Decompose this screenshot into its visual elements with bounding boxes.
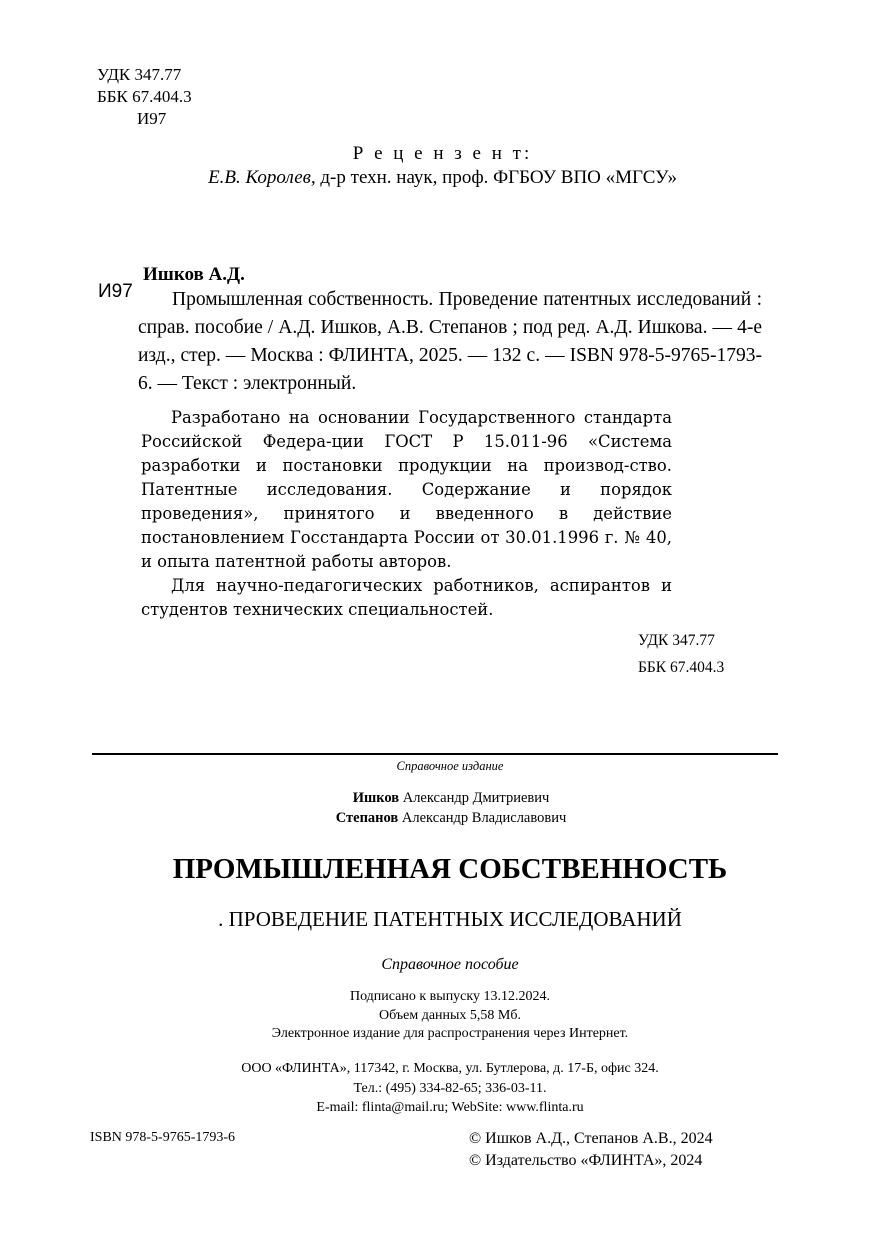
reviewer-name: Е.В. Королев, <box>208 167 316 188</box>
book-subtitle: . ПРОВЕДЕНИЕ ПАТЕНТНЫХ ИССЛЕДОВАНИЙ <box>218 907 682 931</box>
classification-codes-top <box>97 64 192 130</box>
abstract-paragraph: Разработано на основании Государственного стандарта Российской Федера-ции ГОСТ Р 15.011-96 «Система разработки и постановки продукции на производ-ство. Патентные исследования. Содержание и порядок проведения», принятого и введенного в действие постановлением Госстандарта России от 30.01.1996 г. № 40, и опыта патентной работы авторов. <box>141 408 672 571</box>
bbk-code: ББК 67.404.3 <box>638 659 725 676</box>
signed-date: Подписано к выпуску 13.12.2024. <box>349 989 551 1004</box>
author-given-names: Александр Дмитриевич <box>399 790 550 806</box>
author-mark: И97 <box>137 109 167 128</box>
reviewer-details: д-р техн. наук, проф. ФГБОУ ВПО «МГСУ» <box>315 167 677 188</box>
udk-code: УДК 347.77 <box>97 65 182 84</box>
abstract-paragraph: Для научно-педагогических работников, аспирантов и студентов технических специальностей. <box>141 576 672 619</box>
distribution-note: Электронное издание для распространения через Интернет. <box>271 1026 629 1041</box>
copyright-block <box>469 1128 713 1172</box>
data-volume: Объем данных 5,58 Мб. <box>379 1007 521 1023</box>
bbk-code: ББК 67.404.3 <box>97 87 192 106</box>
isbn: ISBN 978-5-9765-1793-6 <box>90 1130 236 1145</box>
copyright-authors: © Ишков А.Д., Степанов А.В., 2024 <box>469 1130 713 1147</box>
edition-type: Справочное издание <box>396 759 504 773</box>
author-given-names: Александр Владиславович <box>398 810 567 826</box>
copyright-publisher: © Издательство «ФЛИНТА», 2024 <box>469 1152 703 1169</box>
release-info <box>0 988 875 1044</box>
book-title: ПРОМЫШЛЕННАЯ СОБСТВЕННОСТЬ <box>172 853 728 885</box>
divider-line <box>92 753 778 755</box>
catalog-author: Ишков А.Д. <box>143 264 245 285</box>
publisher-phone: Тел.: (495) 334-82-65; 336-03-11. <box>353 1080 547 1096</box>
reviewer-label: Р е ц е н з е н т: <box>352 143 533 164</box>
abstract <box>141 406 672 622</box>
publisher-web: E-mail: flinta@mail.ru; WebSite: www.flinta.ru <box>316 1100 584 1115</box>
author-surname: Ишков <box>352 790 400 806</box>
reviewer-info <box>0 167 875 189</box>
book-genre: Справочное пособие <box>381 956 519 973</box>
udk-code: УДК 347.77 <box>638 632 715 649</box>
classification-codes-right <box>638 627 724 681</box>
catalog-code: И97 <box>98 281 133 302</box>
bibliographic-description: Промышленная собственность. Проведение патентных исследований : справ. пособие / А.Д. Ишков, А.В. Степанов ; под ред. А.Д. Ишкова. — 4-е изд., стер. — Москва : ФЛИНТА, 2025. — 132 с. — ISBN 978-5-9765-1793-6. — Текст : электронный. <box>138 289 762 394</box>
publisher-info <box>0 1059 875 1118</box>
publisher-address: ООО «ФЛИНТА», 117342, г. Москва, ул. Бутлерова, д. 17-Б, офис 324. <box>241 1061 659 1076</box>
authors-block <box>0 788 875 828</box>
author-surname: Степанов <box>335 810 399 826</box>
author-line <box>0 788 875 808</box>
author-line <box>0 808 875 828</box>
